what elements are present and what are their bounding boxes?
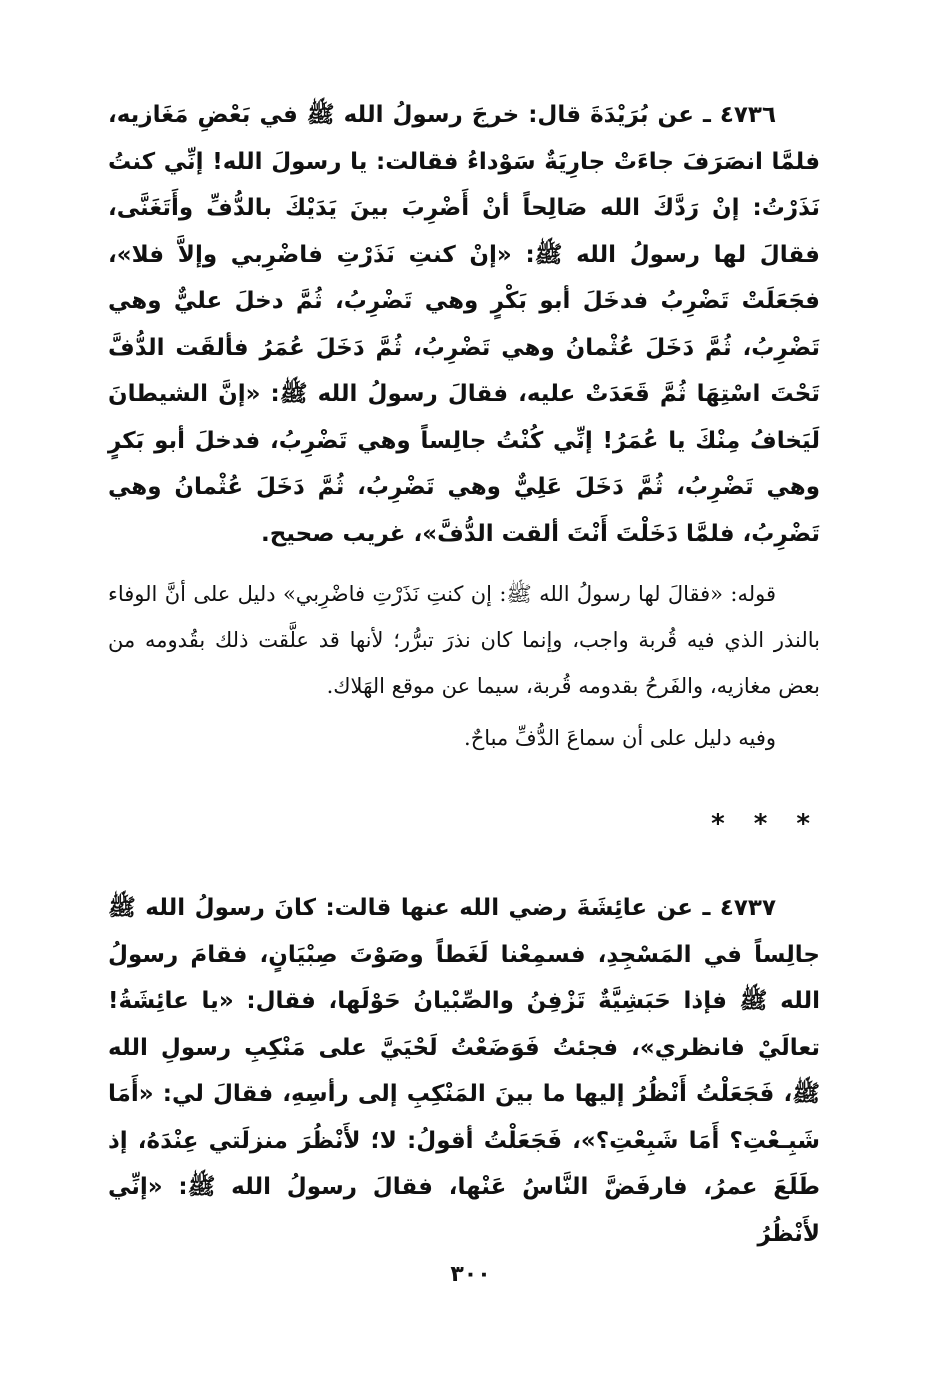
page-number: ٣٠٠ <box>450 1262 491 1287</box>
hadith-4736-paragraph: ٤٧٣٦ ـ عن بُرَيْدَةَ قال: خرجَ رسولُ الله ﷺ في بَعْضِ مَغَازيه، فلمَّا انصَرَفَ جاءَتْ جارِيَةٌ سَوْداءُ فقالت: يا رسولَ الله! إنِّي كنتُ نَذَرْتُ: إنْ رَدَّكَ الله صَالِحاً أنْ أَضْرِبَ بينَ يَدَيْكَ بالدُّفِّ وأَتَغَنَّى، فقالَ لها رسولُ الله ﷺ: «إنْ كنتِ نَذَرْتِ فاضْرِبي وإلاَّ فلا»، فجَعَلَتْ تَضْرِبُ فدخَلَ أبو بَكْرٍ وهي تَضْرِبُ، ثُمَّ دخلَ عليٌّ وهي تَضْرِبُ، ثُمَّ دَخَلَ عُثْمانُ وهي تَضْرِبُ، ثُمَّ دَخَلَ عُمَرُ فألقَت الدُّفَّ تَحْتَ اسْتِهَا ثُمَّ قَعَدَتْ عليه، فقالَ رسولُ الله ﷺ: «إنَّ الشيطانَ لَيَخافُ مِنْكَ يا عُمَرُ! إنِّي كُنْتُ جالِساً وهي تَضْرِبُ، فدخلَ أبو بَكرٍ وهي تَضْرِبُ، ثُمَّ دَخَلَ عَلِيٌّ وهي تَضْرِبُ، ثُمَّ دَخَلَ عُثْمانُ وهي تَضْرِبُ، فلمَّا دَخَلْتَ أَنْتَ ألقت الدُّفَّ»، غريب صحيح. <box>108 102 820 547</box>
commentary-paragraph: قوله: «فقالَ لها رسولُ الله ﷺ: إن كنتِ نَذَرْتِ فاضْرِبي» دليل على أنَّ الوفاء بالنذر الذي فيه قُربة واجب، وإنما كان نذرَ تبرُّر؛ لأنها قد علَّقت ذلك بقُدومه من بعض مغازيه، والفَرحُ بقدومه قُربة، سيما عن موقع الهَلاك. <box>108 582 820 698</box>
section-separator: * * * <box>711 809 820 839</box>
page-body <box>108 92 820 1257</box>
hadith-4737-paragraph: ٤٧٣٧ ـ عن عائِشَةَ رضي الله عنها قالت: كانَ رسولُ الله ﷺ جالِساً في المَسْجِدِ، فسمِعْنا لَغَطاً وصَوْتَ صِبْيَانٍ، فقامَ رسولُ الله ﷺ فإذا حَبَشِيَّةٌ تَزْفِنُ والصِّبْيانُ حَوْلَها، فقال: «يا عائِشَةُ! تعالَيْ فانظري»، فجئتُ فَوَضَعْتُ لَحْيَيَّ على مَنْكِبِ رسولِ الله ﷺ، فَجَعَلْتُ أَنْظُرُ إليها ما بينَ المَنْكِبِ إلى رأسِهِ، فقالَ لي: «أَمَا شَبِـعْتِ؟ أَمَا شَبِعْتِ؟»، فَجَعَلْتُ أقولُ: لا؛ لأَنْظُرَ منزلَتي عِنْدَهُ، إذ طَلَعَ عمرُ، فارفَضَّ النَّاسُ عَنْها، فقالَ رسولُ الله ﷺ: «إنِّي لأَنْظُرُ <box>108 895 820 1247</box>
commentary-note: وفيه دليل على أن سماعَ الدُّفِّ مباحٌ. <box>464 726 776 750</box>
